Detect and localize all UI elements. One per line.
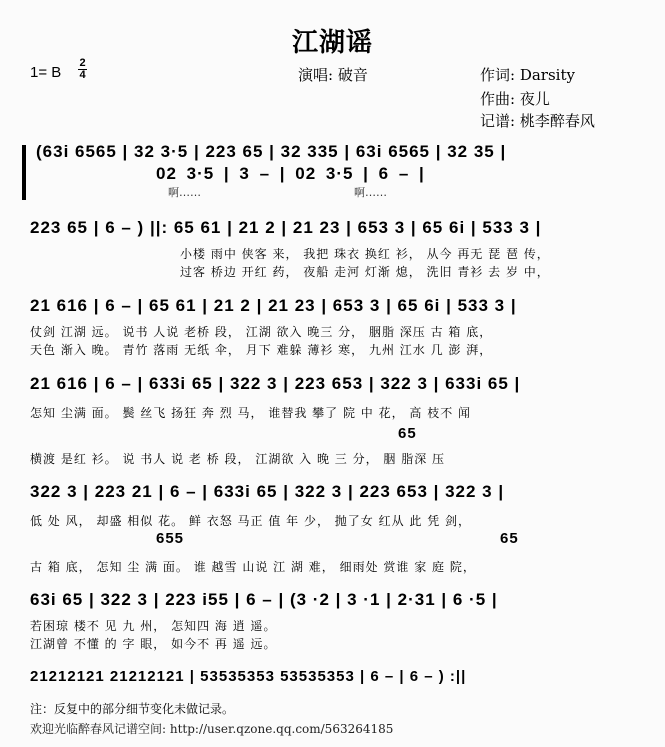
system-bracket: [22, 145, 26, 200]
transcriber: 记谱: 桃李醉春风: [480, 112, 595, 130]
score-row-4: 21 616 | 6 – | 633i 65 | 322 3 | 223 653 | 322 3 | 633i 65 |: [30, 374, 521, 393]
lyric-ah-2: 啊……: [354, 186, 387, 199]
lyricist: 作词: Darsity: [480, 66, 575, 84]
lyric-row-3-verse-1: 仗剑 江湖 远。 说书 人说 老桥 段， 江湖 欲入 晚三 分， 胭脂 深压 古 箱 底，: [30, 325, 493, 339]
lyric-row-2-verse-1: 小楼 雨中 侠客 来， 我把 珠衣 换红 衫， 从今 再无 琵 琶 传，: [180, 247, 550, 261]
key-signature: 1= B: [30, 64, 62, 81]
lyric-row-4-verse-1: 怎知 尘满 面。 鬓 丝飞 扬狂 奔 烈 马， 谁替我 攀了 院 中 花， 高 枝不 闻: [30, 406, 472, 420]
lyric-row-5-verse-2: 古 箱 底， 怎知 尘 满 面。 谁 越雪 山说 江 湖 难， 细雨处 赏谁 家 庭 院，: [30, 560, 476, 574]
lyric-row-3-verse-2: 天色 渐入 晚。 青竹 落雨 无纸 伞， 月下 难躲 薄衫 寒， 九州 江水 几 澎 湃，: [30, 343, 493, 357]
score-row-3: 21 616 | 6 – | 65 61 | 21 2 | 21 23 | 653 3 | 65 6i | 533 3 |: [30, 296, 517, 315]
score-row-1-voice-1: (63i 6565 | 32 3·5 | 223 65 | 32 335 | 63i 6565 | 32 35 |: [36, 142, 507, 161]
score-row-7: 21212121 21212121 | 53535353 53535353 | 6 – | 6 – ) :||: [30, 668, 467, 685]
variant-notes-row-5a: 655: [156, 530, 185, 547]
score-row-2: 223 65 | 6 – ) ||: 65 61 | 21 2 | 21 23 | 653 3 | 65 6i | 533 3 |: [30, 218, 542, 237]
score-row-5: 322 3 | 223 21 | 6 – | 633i 65 | 322 3 | 223 653 | 322 3 |: [30, 482, 505, 501]
lyric-row-5-verse-1: 低 处 风， 却盛 相似 花。 鲜 衣怒 马正 值 年 少， 抛了女 红从 此 凭 剑，: [30, 514, 472, 528]
score-row-1-voice-2: 02 3·5 | 3 – | 02 3·5 | 6 – |: [156, 164, 425, 183]
lyric-row-6-verse-1: 若困琼 楼不 见 九 州， 怎知四 海 逍 遥。: [30, 619, 277, 633]
singer: 演唱: 破音: [298, 66, 368, 84]
variant-notes-row-5b: 65: [500, 530, 519, 547]
lyric-row-2-verse-2: 过客 桥边 开红 药， 夜船 走河 灯渐 熄， 洗旧 青衫 去 岁 中，: [180, 265, 550, 279]
lyric-row-4-verse-2: 横渡 是红 衫。 说 书人 说 老 桥 段， 江湖欲 入 晚 三 分， 胭 脂深 压: [30, 452, 446, 466]
score-row-6: 63i 65 | 322 3 | 223 i55 | 6 – | (3 ·2 | 3 ·1 | 2·31 | 6 ·5 |: [30, 590, 498, 609]
time-signature: 2 4: [79, 57, 86, 81]
composer: 作曲: 夜儿: [480, 90, 550, 108]
variant-notes-row-4: 65: [398, 425, 417, 442]
welcome-link-text: 欢迎光临醉春风记谱空间: http://user.qzone.qq.com/563264185: [30, 722, 394, 736]
song-title: 江湖谣: [291, 28, 373, 58]
lyric-row-6-verse-2: 江湖曾 不懂 的 字 眼， 如今不 再 遥 远。: [30, 637, 277, 651]
lyric-ah-1: 啊……: [168, 186, 201, 199]
footnote: 注：反复中的部分细节变化未做记录。: [30, 702, 235, 716]
